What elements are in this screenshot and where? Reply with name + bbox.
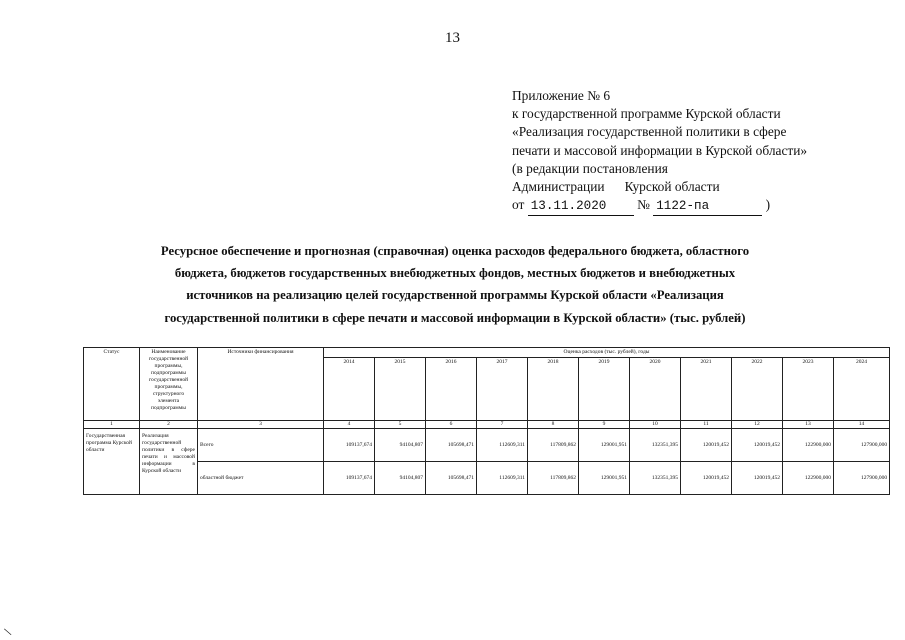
value-cell: 105698,471 [426,462,477,495]
page-number: 13 [445,30,460,46]
status-cell: Государственная программа Курской области [84,429,140,495]
year-header: 2020 [630,358,681,421]
value-cell: 105698,471 [426,429,477,462]
year-header: 2017 [477,358,528,421]
appendix-admin-line [512,178,807,196]
source-cell: областной бюджет [198,462,324,495]
admin-word: Администрации [512,179,605,195]
column-number: 9 [579,421,630,429]
budget-table [83,347,890,495]
year-header: 2018 [528,358,579,421]
column-number: 8 [528,421,579,429]
value-cell: 122900,000 [783,462,834,495]
header-name: Наименование государственной программы, подпрограммы государственной программы, структурного элемента подпрограммы [140,348,198,421]
from-prefix: от [512,197,525,213]
source-cell: Всего [198,429,324,462]
column-number: 11 [681,421,732,429]
appendix-line-4: (в редакции постановления [512,160,668,176]
heading-line-2: бюджета, бюджетов государственных внебюджетных фондов, местных бюджетов и внебюджетных [174,266,736,281]
decree-number: 1122-па [653,197,762,216]
header-status: Статус [84,348,140,421]
header-estimate: Оценка расходов (тыс. рублей), годы [324,348,890,358]
value-cell: 129001,951 [579,429,630,462]
column-number: 10 [630,421,681,429]
year-header: 2021 [681,358,732,421]
program-name-cell: Реализация государственной политики в сфере печати и массовой информации в Курской области [140,429,198,495]
value-cell: 120019,452 [732,462,783,495]
column-number: 4 [324,421,375,429]
column-number: 14 [834,421,890,429]
number-prefix: № [637,197,650,213]
column-number: 7 [477,421,528,429]
value-cell: 132351,395 [630,429,681,462]
close-paren: ) [765,197,771,213]
year-header: 2019 [579,358,630,421]
table-row [84,429,890,462]
appendix-decree-line [512,196,807,216]
column-number: 13 [783,421,834,429]
appendix-line-2: «Реализация государственной политики в сфере [512,124,787,140]
value-cell: 112609,311 [477,462,528,495]
column-number: 5 [375,421,426,429]
year-header: 2024 [834,358,890,421]
column-number: 2 [140,421,198,429]
decree-date: 13.11.2020 [528,197,634,216]
heading-line-4: государственной политики в сфере печати и массовой информации в Курской области» (тыс. рублей) [164,310,746,325]
value-cell: 94104,807 [375,429,426,462]
value-cell: 120019,452 [681,462,732,495]
column-number: 6 [426,421,477,429]
value-cell: 132351,395 [630,462,681,495]
value-cell: 120019,452 [732,429,783,462]
appendix-line-3: печати и массовой информации в Курской области» [512,142,808,158]
appendix-title: Приложение № 6 [512,88,611,103]
year-header: 2022 [732,358,783,421]
appendix-line-1: к государственной программе Курской области [512,106,781,122]
value-cell: 117809,862 [528,429,579,462]
column-number: 1 [84,421,140,429]
year-header: 2014 [324,358,375,421]
column-number: 12 [732,421,783,429]
value-cell: 120019,452 [681,429,732,462]
heading-line-1: Ресурсное обеспечение и прогнозная (справочная) оценка расходов федерального бюджета, областного [160,244,750,258]
value-cell: 127900,000 [834,429,890,462]
region-word: Курской области [624,179,720,195]
value-cell: 117809,862 [528,462,579,495]
document-heading [110,240,800,329]
corner-mark: \ [2,624,13,639]
value-cell: 94104,807 [375,462,426,495]
header-source: Источники финансирования [198,348,324,421]
year-header: 2016 [426,358,477,421]
year-header: 2023 [783,358,834,421]
value-cell: 122900,000 [783,429,834,462]
table-row [84,462,890,495]
heading-line-3: источников на реализацию целей государственной программы Курской области «Реализация [186,288,724,303]
year-header: 2015 [375,358,426,421]
value-cell: 109137,674 [324,429,375,462]
column-number: 3 [198,421,324,429]
value-cell: 112609,311 [477,429,528,462]
value-cell: 127900,000 [834,462,890,495]
appendix-block [512,87,807,216]
value-cell: 129001,951 [579,462,630,495]
value-cell: 109137,674 [324,462,375,495]
